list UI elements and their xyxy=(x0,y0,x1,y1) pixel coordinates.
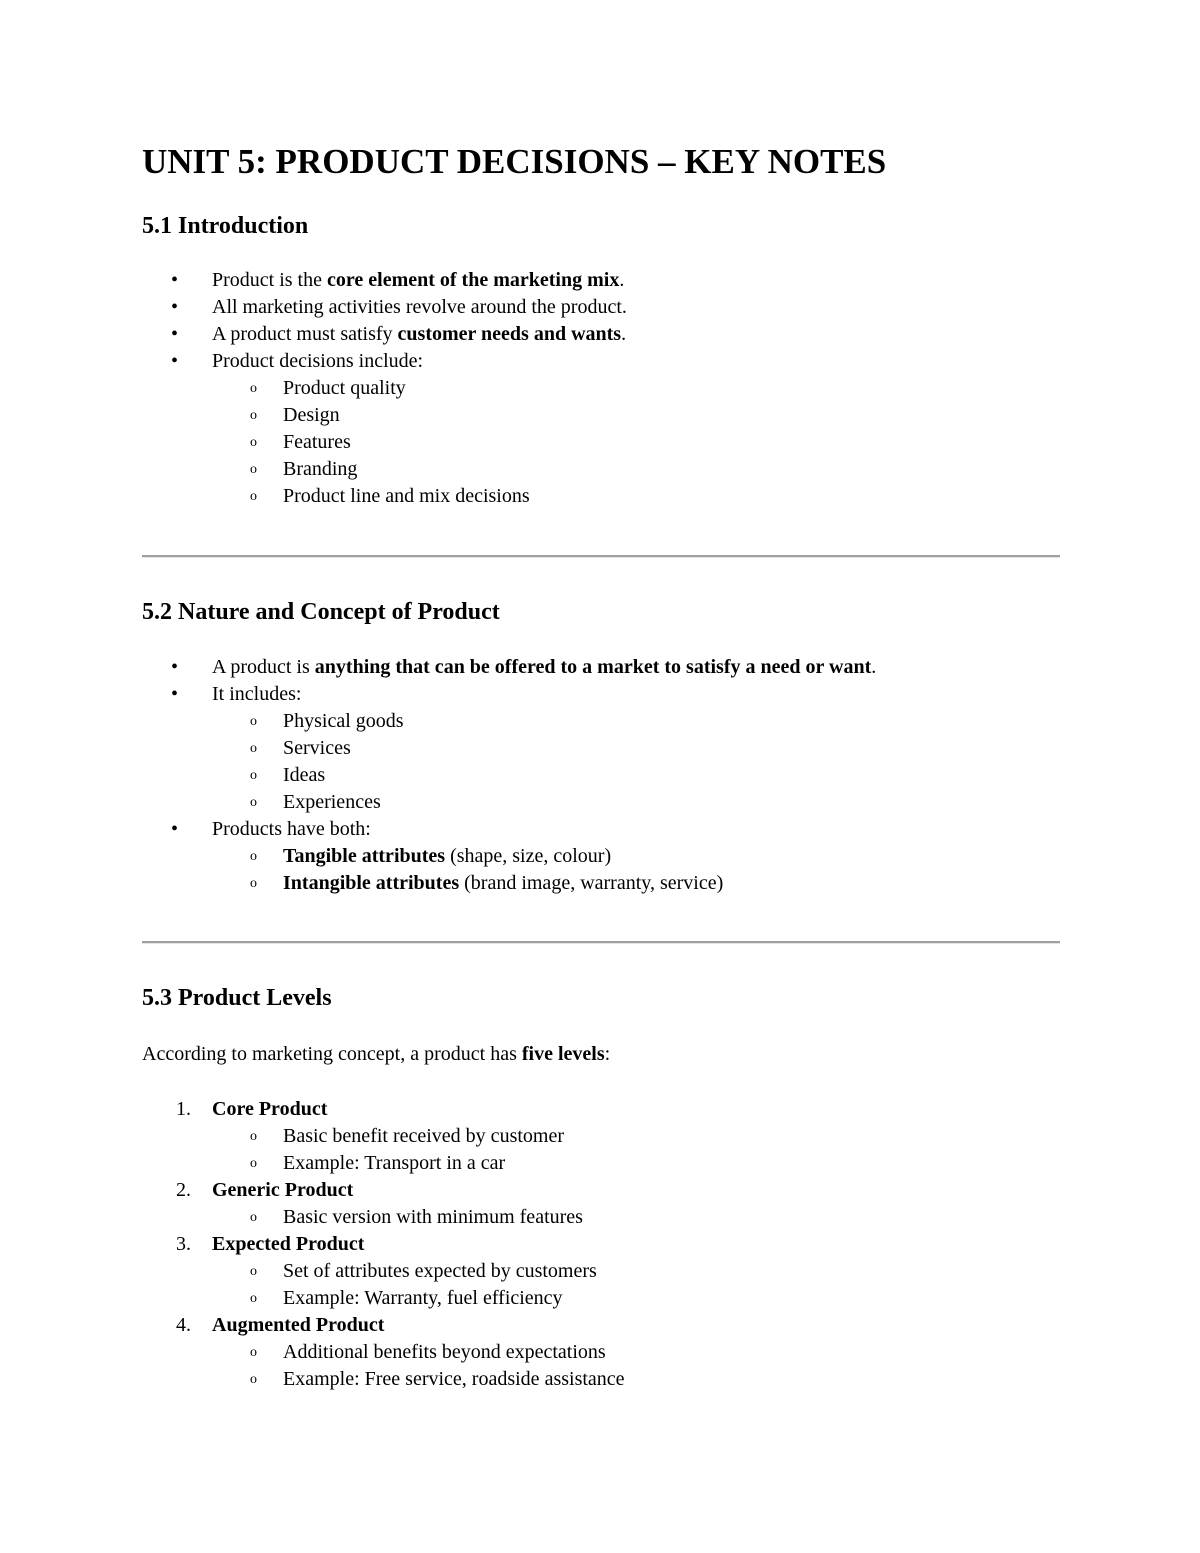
circle-bullet-icon: o xyxy=(250,1264,257,1279)
section-heading-product-levels: 5.3 Product Levels xyxy=(142,985,332,1011)
bullet-icon: • xyxy=(171,323,179,345)
section-heading-nature-concept: 5.2 Nature and Concept of Product xyxy=(142,599,500,625)
bullet-icon: • xyxy=(171,683,179,705)
circle-bullet-icon: o xyxy=(250,381,257,396)
circle-bullet-icon: o xyxy=(250,408,257,423)
bullet-icon: • xyxy=(171,656,179,678)
section-divider xyxy=(142,555,1060,558)
circle-bullet-icon: o xyxy=(250,1291,257,1306)
circle-bullet-icon: o xyxy=(250,741,257,756)
document-title: UNIT 5: PRODUCT DECISIONS – KEY NOTES xyxy=(142,142,887,181)
circle-bullet-icon: o xyxy=(250,1129,257,1144)
circle-bullet-icon: o xyxy=(250,714,257,729)
circle-bullet-icon: o xyxy=(250,1372,257,1387)
intro-paragraph: According to marketing concept, a product has five levels: xyxy=(142,1043,611,1065)
circle-bullet-icon: o xyxy=(250,768,257,783)
circle-bullet-icon: o xyxy=(250,1210,257,1225)
circle-bullet-icon: o xyxy=(250,876,257,891)
bullet-icon: • xyxy=(171,296,179,318)
section-divider xyxy=(142,941,1060,944)
circle-bullet-icon: o xyxy=(250,795,257,810)
circle-bullet-icon: o xyxy=(250,435,257,450)
circle-bullet-icon: o xyxy=(250,489,257,504)
circle-bullet-icon: o xyxy=(250,462,257,477)
bullet-icon: • xyxy=(171,818,179,840)
circle-bullet-icon: o xyxy=(250,849,257,864)
circle-bullet-icon: o xyxy=(250,1345,257,1360)
section-heading-introduction: 5.1 Introduction xyxy=(142,213,309,239)
bullet-icon: • xyxy=(171,350,179,372)
bullet-icon: • xyxy=(171,269,179,291)
circle-bullet-icon: o xyxy=(250,1156,257,1171)
